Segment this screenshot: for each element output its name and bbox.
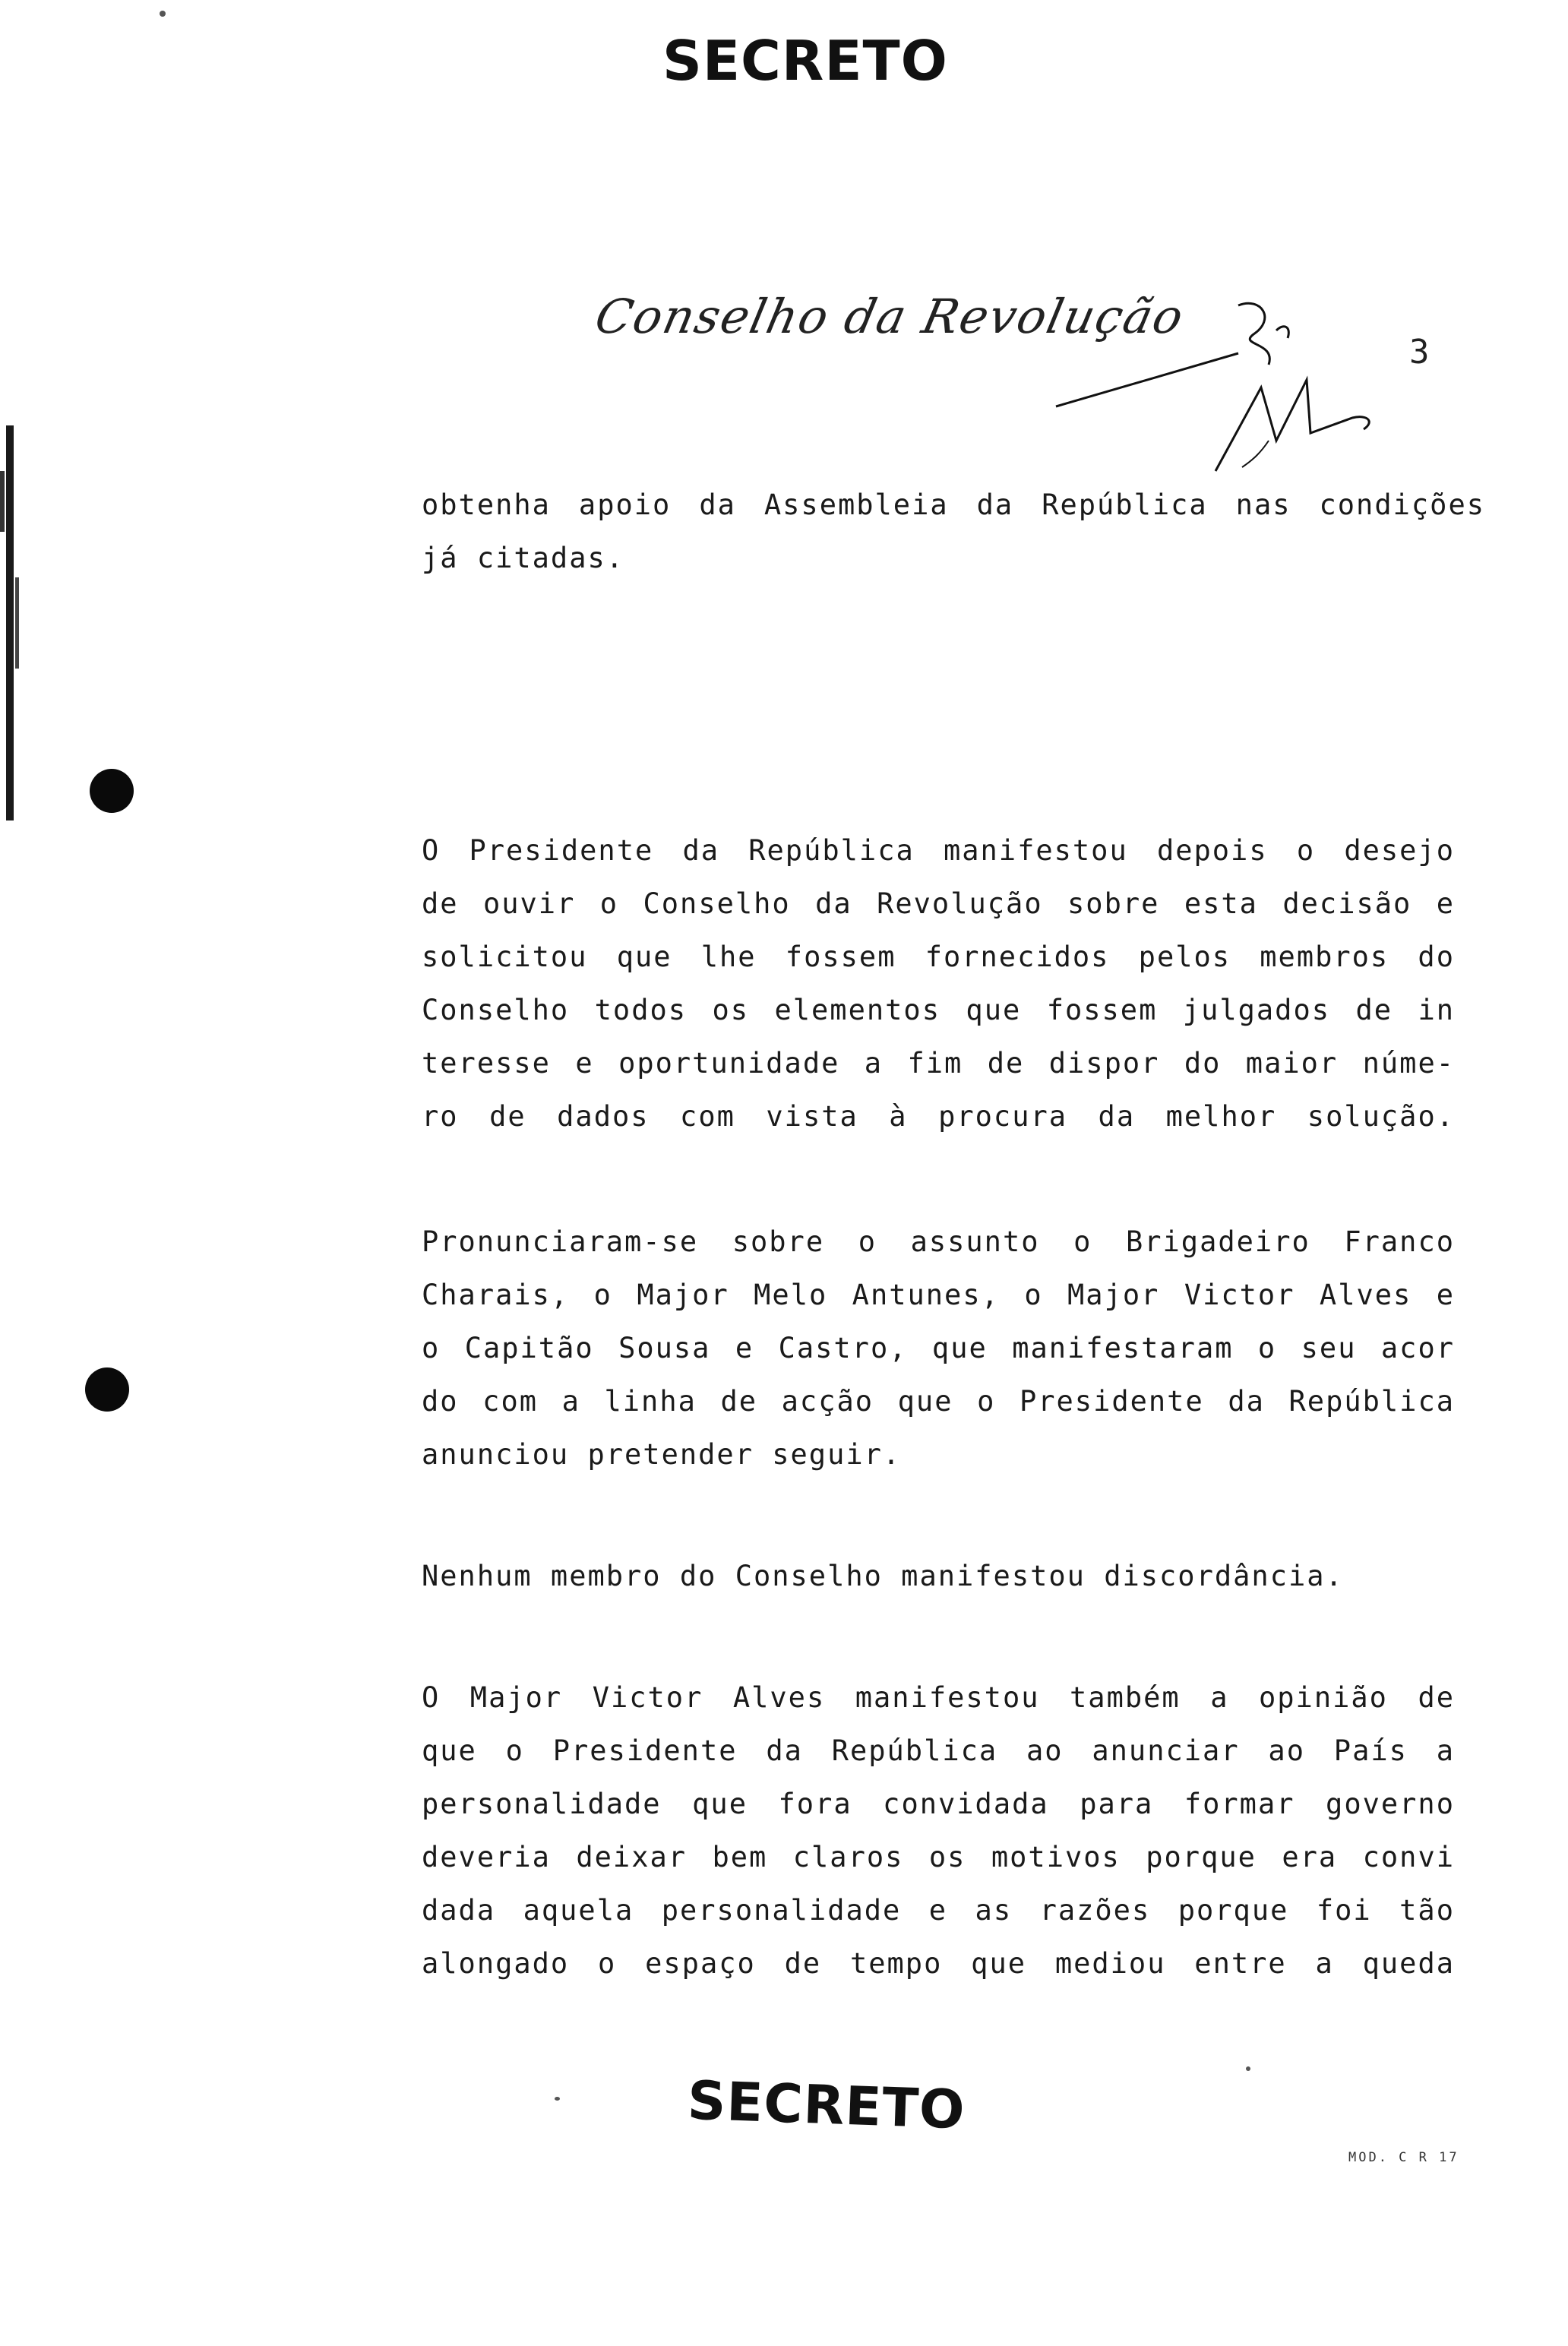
- text-line: Conselho todos os elementos que fossem julgados de in: [422, 994, 1455, 1026]
- scan-speckle: [160, 11, 166, 17]
- text-line: do com a linha de acção que o Presidente da República: [422, 1385, 1455, 1418]
- text-line: O Major Victor Alves manifestou também a opinião de: [422, 1681, 1455, 1714]
- text-line: alongado o espaço de tempo que mediou entre a queda: [422, 1947, 1455, 1980]
- text-line: teresse e oportunidade a fim de dispor do maior núme-: [422, 1047, 1455, 1080]
- handwritten-signature: [1048, 289, 1383, 486]
- text-line: O Presidente da República manifestou depois o desejo: [422, 834, 1455, 867]
- paragraph-members-statements: [422, 1216, 1455, 1481]
- text-line: deveria deixar bem claros os motivos porque era convi: [422, 1841, 1455, 1873]
- text-line: que o Presidente da República ao anunciar ao País a: [422, 1734, 1455, 1767]
- scan-speckle: [555, 2097, 560, 2101]
- text-line: Pronunciaram-se sobre o assunto o Brigadeiro Franco: [422, 1225, 1455, 1258]
- binding-edge-graphic: [0, 425, 46, 820]
- text-line: Charais, o Major Melo Antunes, o Major Victor Alves e: [422, 1279, 1455, 1311]
- form-code: MOD. C R 17: [1348, 2150, 1459, 2165]
- binding-edge-mark: [0, 425, 46, 820]
- paragraph-continuation: [422, 479, 1485, 585]
- scan-speckle: [1246, 2066, 1250, 2071]
- punch-hole: [90, 769, 134, 813]
- page-number: 3: [1409, 333, 1430, 372]
- punch-hole: [85, 1367, 129, 1412]
- text-line: dada aquela personalidade e as razões porque foi tão: [422, 1894, 1455, 1927]
- classification-stamp-bottom: SECRETO: [686, 2069, 966, 2142]
- text-line: anunciou pretender seguir.: [422, 1438, 902, 1471]
- text-line: personalidade que fora convidada para formar governo: [422, 1788, 1455, 1820]
- text-line: ro de dados com vista à procura da melhor solução.: [422, 1100, 1455, 1133]
- text-line: já citadas.: [422, 542, 625, 574]
- text-line: Nenhum membro do Conselho manifestou discordância.: [422, 1560, 1344, 1592]
- letterhead-title: Conselho da Revolução: [590, 289, 1190, 344]
- paragraph-victor-alves-opinion: [422, 1671, 1455, 1990]
- classification-stamp-top: SECRETO: [662, 29, 948, 93]
- paragraph-president-request: [422, 824, 1455, 1143]
- paragraph-no-disagreement: [422, 1550, 1455, 1603]
- text-line: solicitou que lhe fossem fornecidos pelos membros do: [422, 941, 1455, 973]
- text-line: obtenha apoio da Assembleia da República nas condições: [422, 488, 1485, 521]
- text-line: de ouvir o Conselho da Revolução sobre esta decisão e: [422, 887, 1455, 920]
- text-line: o Capitão Sousa e Castro, que manifestaram o seu acor: [422, 1332, 1455, 1364]
